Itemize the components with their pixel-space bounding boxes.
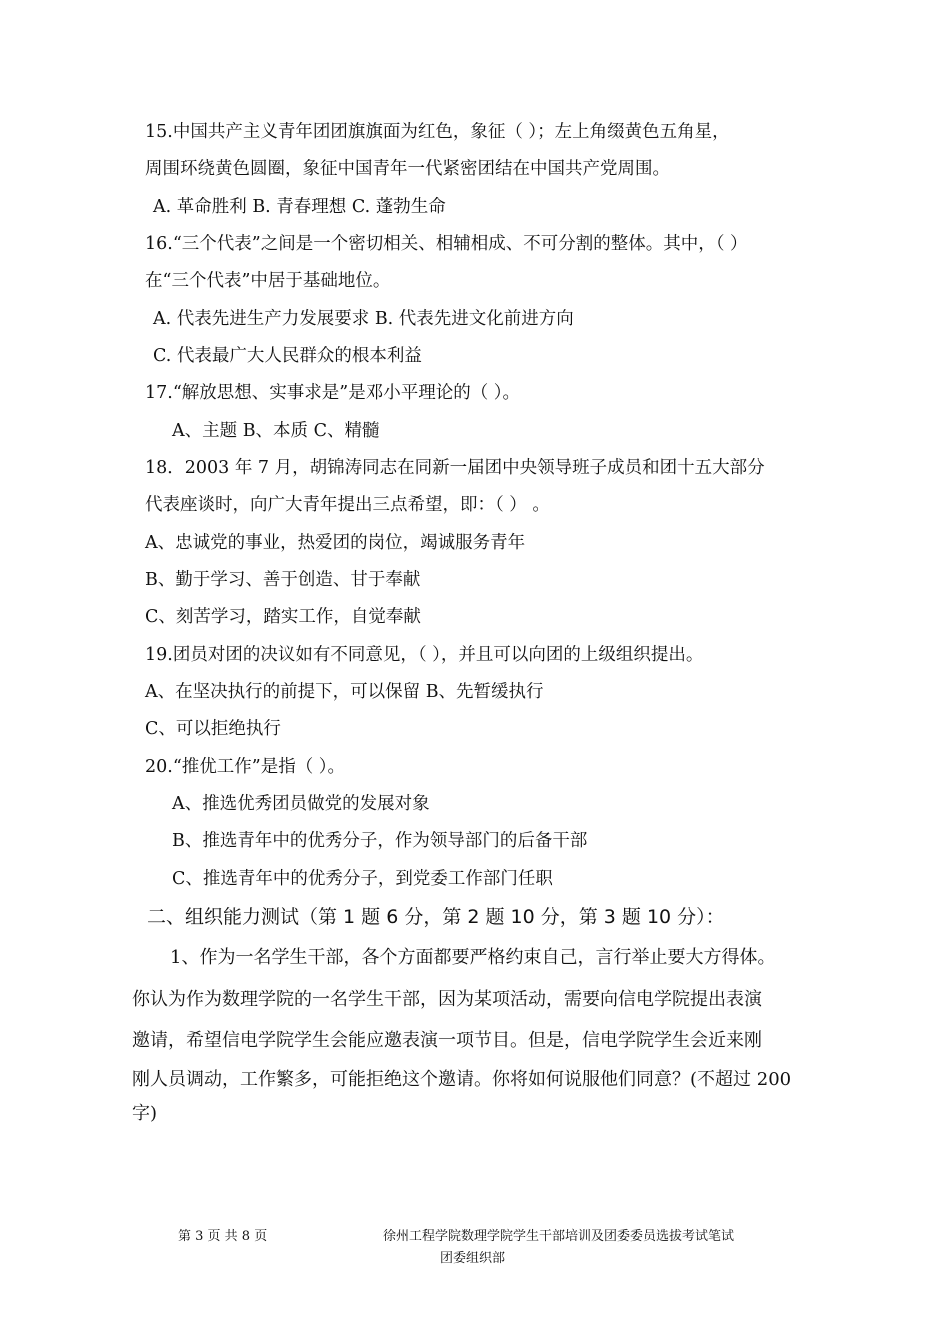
q18-option-a: A、忠诚党的事业，热爱团的岗位，竭诚服务青年 xyxy=(145,533,526,553)
q15-line-1: 15.中国共产主义青年团团旗旗面为红色，象征（ ）；左上角缀黄色五角星， xyxy=(145,122,730,142)
section-2-paragraph-line-5: 字) xyxy=(132,1103,158,1124)
q16-options-ab: A. 代表先进生产力发展要求 B. 代表先进文化前进方向 xyxy=(153,309,574,329)
section-2-heading: 二、组织能力测试（第 1 题 6 分，第 2 题 10 分，第 3 题 10 分）： xyxy=(147,906,725,928)
footer-page-info: 第 3 页 共 8 页 xyxy=(178,1229,268,1244)
q15-line-2: 周围环绕黄色圆圈，象征中国青年一代紧密团结在中国共产党周围。 xyxy=(145,159,670,179)
q15-options: A. 革命胜利 B. 青春理想 C. 蓬勃生命 xyxy=(153,197,446,217)
footer-exam-title: 徐州工程学院数理学院学生干部培训及团委委员选拔考试笔试 xyxy=(383,1229,735,1244)
q17-line-1: 17.“解放思想、实事求是”是邓小平理论的（ ）。 xyxy=(145,383,521,403)
q17-options: A、主题 B、本质 C、精髓 xyxy=(172,421,380,441)
q16-option-c: C. 代表最广大人民群众的根本利益 xyxy=(153,346,422,366)
q18-line-1: 18．2003 年 7 月，胡锦涛同志在同新一届团中央领导班子成员和团十五大部分 xyxy=(145,458,765,478)
q18-option-c: C、刻苦学习，踏实工作，自觉奉献 xyxy=(145,607,421,627)
q16-line-2: 在“三个代表”中居于基础地位。 xyxy=(145,271,391,291)
section-2-paragraph-line-3: 邀请，希望信电学院学生会能应邀表演一项节目。但是，信电学院学生会近来刚 xyxy=(132,1030,762,1051)
q19-line-1: 19.团员对团的决议如有不同意见，（ ），并且可以向团的上级组织提出。 xyxy=(145,645,704,665)
q19-option-c: C、可以拒绝执行 xyxy=(145,719,281,739)
q20-option-a: A、推选优秀团员做党的发展对象 xyxy=(172,794,430,814)
section-2-paragraph-line-1: 1、作为一名学生干部，各个方面都要严格约束自己，言行举止要大方得体。 xyxy=(170,947,776,968)
q20-option-b: B、推选青年中的优秀分子，作为领导部门的后备干部 xyxy=(172,831,588,851)
section-2-paragraph-line-2: 你认为作为数理学院的一名学生干部，因为某项活动，需要向信电学院提出表演 xyxy=(132,989,762,1010)
q16-line-1: 16.“三个代表”之间是一个密切相关、相辅相成、不可分割的整体。其中，（ ） xyxy=(145,234,748,254)
q20-line-1: 20.“推优工作”是指（ ）。 xyxy=(145,757,346,777)
section-2-paragraph-line-4: 刚人员调动，工作繁多，可能拒绝这个邀请。你将如何说服他们同意？(不超过 200 xyxy=(132,1069,792,1090)
q20-option-c: C、推选青年中的优秀分子，到党委工作部门任职 xyxy=(172,869,553,889)
footer-department: 团委组织部 xyxy=(440,1251,506,1266)
q19-options-ab: A、在坚决执行的前提下，可以保留 B、先暂缓执行 xyxy=(145,682,544,702)
q18-option-b: B、勤于学习、善于创造、甘于奉献 xyxy=(145,570,421,590)
q18-line-2: 代表座谈时，向广大青年提出三点希望，即：（ ） 。 xyxy=(145,495,550,515)
